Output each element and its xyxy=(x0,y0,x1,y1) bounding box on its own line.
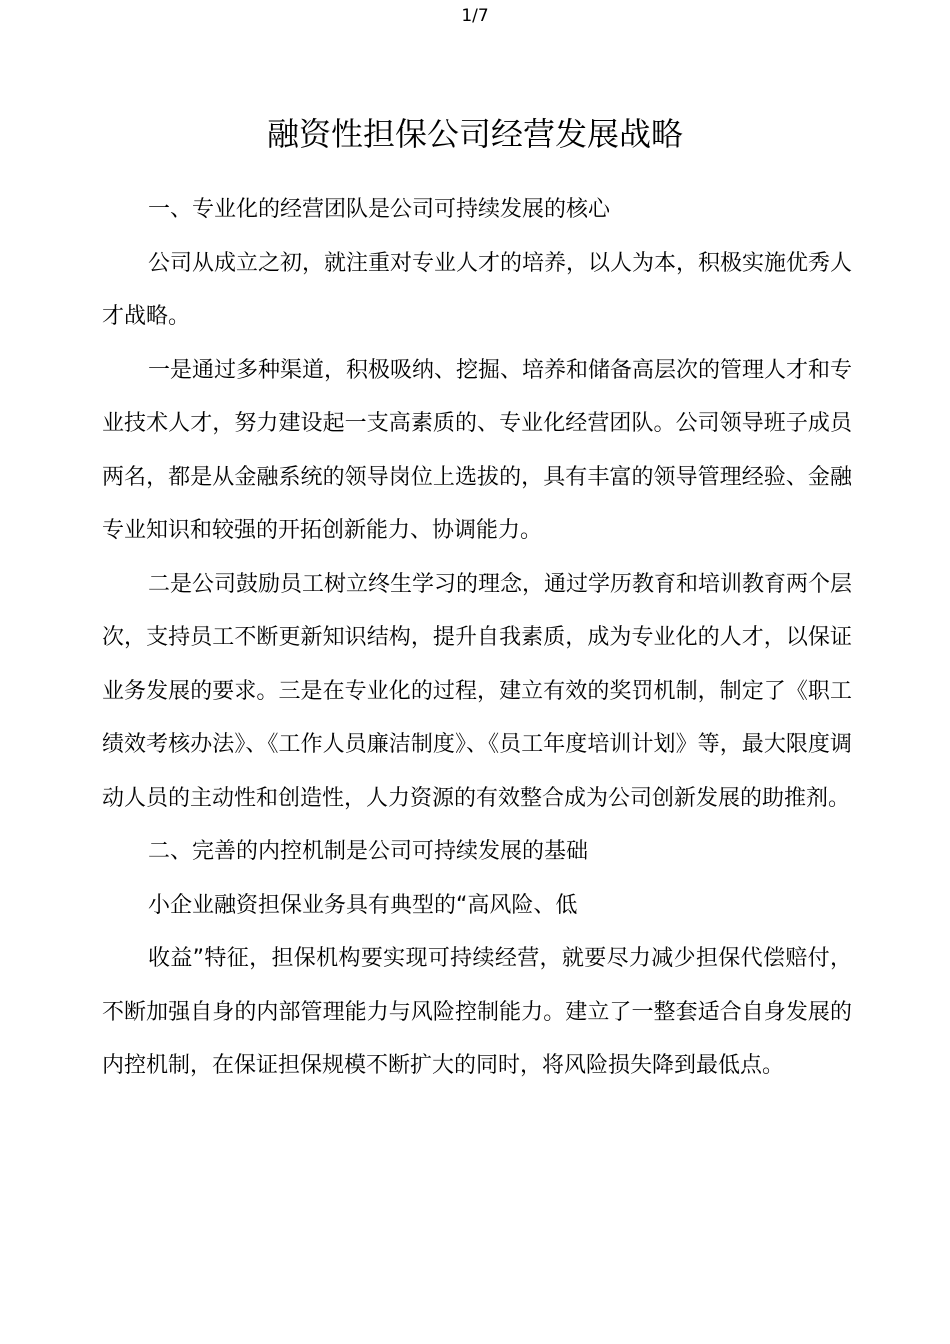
paragraph-talent-intro: 公司从成立之初，就注重对专业人才的培养，以人为本，积极实施优秀人才战略。 xyxy=(102,250,853,329)
page-number: 1/7 xyxy=(461,6,489,26)
paragraph-risk-control: 收益”特征，担保机构要实现可持续经营，就要尽力减少担保代偿赔付，不断加强自身的内部管理能力与风险控制能力。建立了一整套适合自身发展的内控机制，在保证担保规模不断扩大的同时，将风险损失降到最低点。 xyxy=(102,946,852,1078)
document-body xyxy=(102,183,852,1093)
section-heading-2: 二、完善的内控机制是公司可持续发展的基础 xyxy=(148,839,589,864)
document-title: 融资性担保公司经营发展战略 xyxy=(266,115,683,153)
paragraph-risk-intro: 小企业融资担保业务具有典型的“高风险、低 xyxy=(148,892,578,918)
paragraph-point-one: 一是通过多种渠道，积极吸纳、挖掘、培养和储备高层次的管理人才和专业技术人才，努力建设起一支高素质的、专业化经营团队。公司领导班子成员两名，都是从金融系统的领导岗位上选拔的，具有丰富的领导管理经验、金融专业知识和较强的开拓创新能力、协调能力。 xyxy=(102,357,853,543)
paragraph-point-two-three: 二是公司鼓励员工树立终生学习的理念，通过学历教育和培训教育两个层次，支持员工不断更新知识结构，提升自我素质，成为专业化的人才，以保证业务发展的要求。三是在专业化的过程，建立有效的奖罚机制，制定了《职工绩效考核办法》、《工作人员廉洁制度》、《员工年度培训计划》等，最大限度调动人员的主动性和创造性，人力资源的有效整合成为公司创新发展的助推剂。 xyxy=(102,571,853,811)
section-heading-1: 一、专业化的经营团队是公司可持续发展的核心 xyxy=(148,197,611,222)
